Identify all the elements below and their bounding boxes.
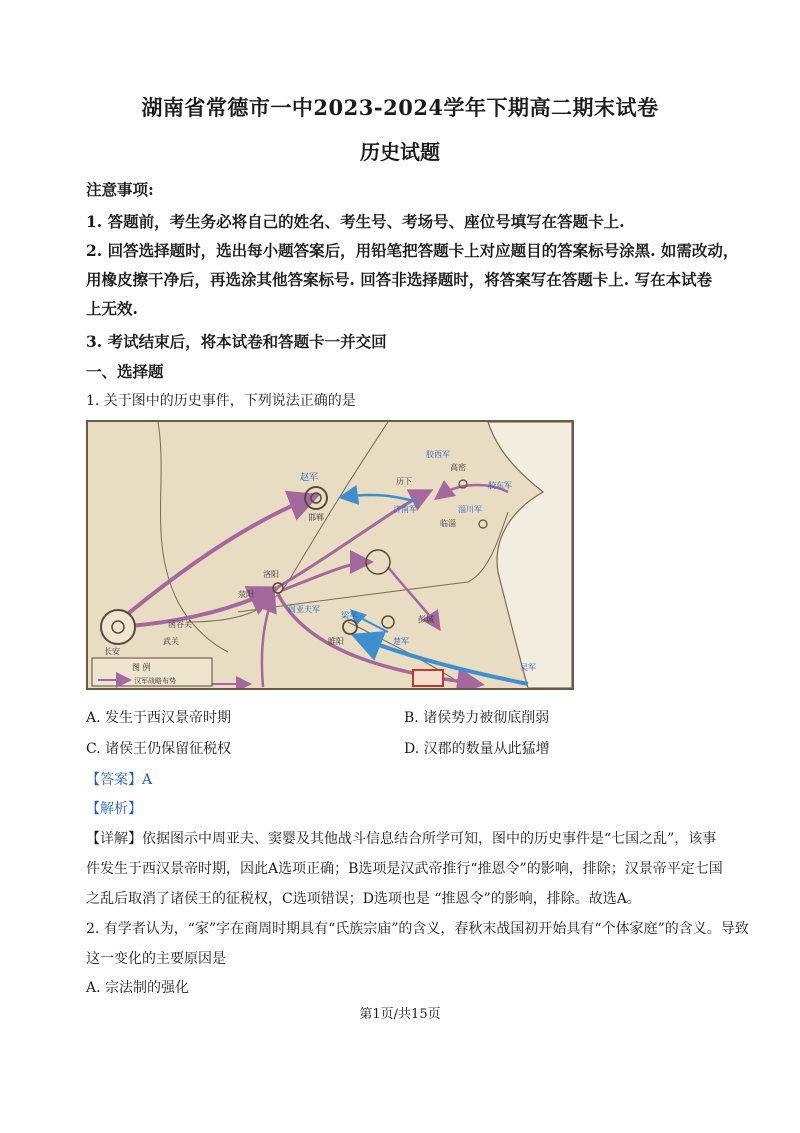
map-label-handan: 邯郸 xyxy=(308,513,324,522)
section-heading: 一、选择题 xyxy=(86,362,164,381)
q1-option-c: C. 诸侯王仍保留征税权 xyxy=(86,741,232,757)
q1-detail-line-1: 【详解】依据图示中周亚夫、窦婴及其他战斗信息结合所学可知，图中的历史事件是“七国之乱”，该事 xyxy=(86,831,717,847)
map-legend-item: 汉军战略布势 xyxy=(134,677,176,685)
notice-item-2-line-1: 2. 回答选择题时，选出每小题答案后，用铅笔把答题卡上对应题目的答案标号涂黑. 如需改动， xyxy=(86,241,739,260)
map-label-zichuan: 淄川军 xyxy=(458,505,482,514)
map-label-wujun: 吴军 xyxy=(520,663,536,672)
notice-item-3: 3. 考试结束后，将本试卷和答题卡一并交回 xyxy=(86,332,387,351)
map-label-jiaodong: 胶东军 xyxy=(488,481,512,490)
q1-stem: 1. 关于图中的历史事件，下列说法正确的是 xyxy=(86,393,356,409)
q1-option-d: D. 汉郡的数量从此猛增 xyxy=(404,741,550,757)
notice-heading: 注意事项: xyxy=(86,180,154,199)
map-label-zhaojun: 赵军 xyxy=(300,473,319,483)
map-label-zhouyafu: 周亚夫军 xyxy=(288,605,320,614)
map-label-luoyang: 洛阳 xyxy=(263,570,279,579)
q1-option-b: B. 诸侯势力被彻底削弱 xyxy=(404,710,550,726)
q1-detail-line-3: 之乱后取消了诸侯王的征税权，C选项错误；D选项也是 “推恩令”的影响，排除。故选A。 xyxy=(86,891,641,907)
q1-analysis-label: 【解析】 xyxy=(86,801,142,817)
q2-stem-line-1: 2. 有学者认为，“家”字在商周时期具有“氏族宗庙”的含义，春秋末战国初开始具有“个体家庭”的含义。导致 xyxy=(86,921,749,937)
map-label-liangjun: 梁军 xyxy=(341,611,357,620)
map-label-wuguan: 武关 xyxy=(163,637,179,646)
map-label-jiaoxi: 胶西军 xyxy=(426,450,450,459)
q2-stem-line-2: 这一变化的主要原因是 xyxy=(86,951,226,967)
map-label-xingyang: 荥阳 xyxy=(238,590,254,599)
q1-answer: 【答案】A xyxy=(86,772,153,788)
map-label-linzi: 临淄 xyxy=(440,519,456,528)
map-legend-title: 图 例 xyxy=(132,663,151,672)
map-label-pengcheng: 彭城 xyxy=(418,615,434,624)
page-footer: 第1页/共15页 xyxy=(359,1007,441,1022)
map-label-chujun: 楚军 xyxy=(393,637,409,646)
map-label-licheng: 历下 xyxy=(396,477,412,486)
q1-option-a: A. 发生于西汉景帝时期 xyxy=(86,710,232,726)
notice-item-2-line-3: 上无效. xyxy=(86,299,138,318)
map-label-jinan: 济南军 xyxy=(393,505,417,514)
map-label-changan: 长安 xyxy=(104,647,120,656)
notice-item-2-line-2: 用橡皮擦干净后，再选涂其他答案标号. 回答非选择题时，将答案写在答题卡上. 写在本试卷 xyxy=(86,270,713,289)
map-label-gaomi: 高密 xyxy=(450,463,466,472)
q1-detail-line-2: 件发生于西汉景帝时期，因此A选项正确；B选项是汉武帝推行“推恩令”的影响，排除；汉景帝平定七国 xyxy=(86,861,723,877)
exam-subtitle: 历史试题 xyxy=(360,140,440,164)
q2-option-a: A. 宗法制的强化 xyxy=(86,980,190,996)
map-label-hangu: 函谷关 xyxy=(168,620,192,629)
notice-item-1: 1. 答题前，考生务必将自己的姓名、考生号、考场号、座位号填写在答题卡上. xyxy=(86,212,625,231)
map-label-suiyang: 睢阳 xyxy=(328,637,344,646)
q1-historical-map xyxy=(86,420,574,690)
exam-title: 湖南省常德市一中2023-2024学年下期高二期末试卷 xyxy=(141,95,659,120)
